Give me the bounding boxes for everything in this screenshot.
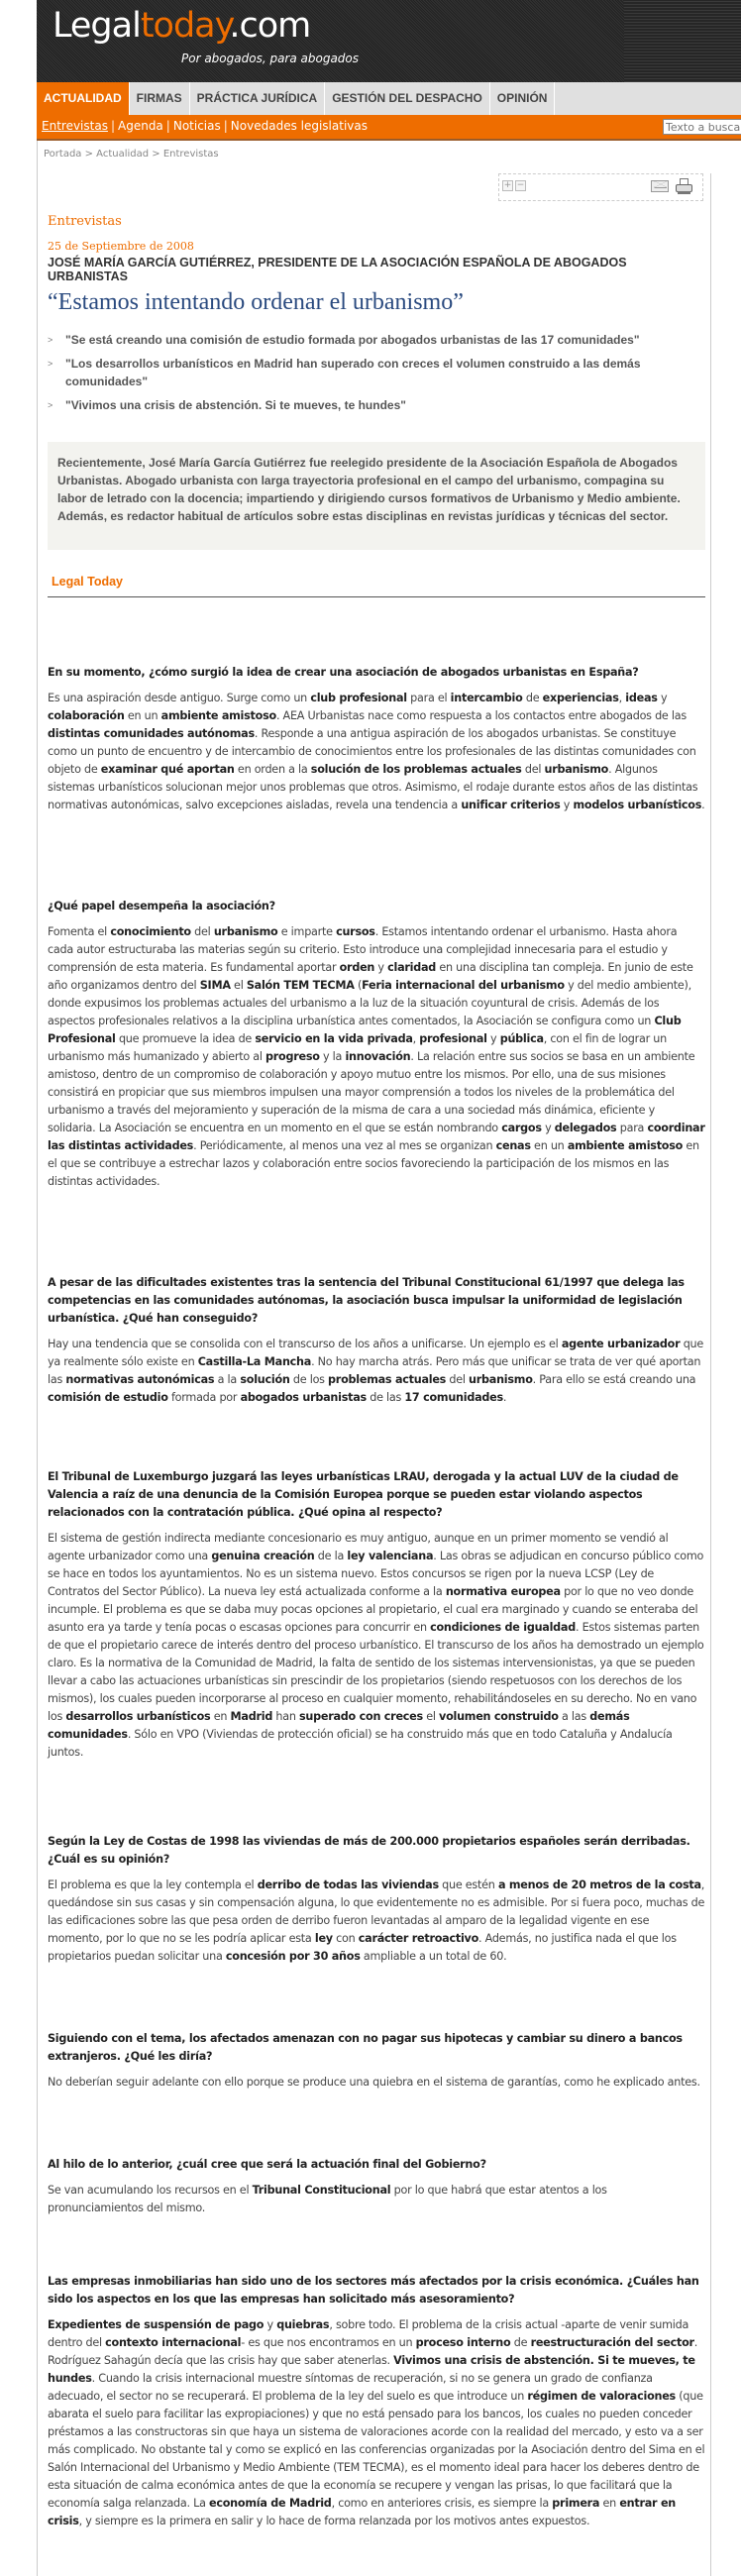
tab-gestion-del-despacho[interactable]: GESTIÓN DEL DESPACHO [325,82,490,115]
answer-emphasis: innovación [345,1050,411,1063]
answer-text: del [446,1373,470,1386]
answer-emphasis: Expedientes de suspensión de pago [48,2318,265,2331]
highlight-item [48,331,701,349]
sub-nav [37,115,741,141]
answer-emphasis: ideas [625,692,658,704]
answer-text: que estén [438,1878,498,1891]
answer-emphasis: cenas [495,1139,531,1152]
answer-text: ampliable a un total de 60. [360,1950,507,1963]
answer-emphasis: urbanismo [469,1373,533,1386]
answer-text: . AEA Urbanistas nace como respuesta a los contactos entre abogados de las [275,709,687,722]
answer-emphasis: carácter retroactivo [358,1932,479,1945]
answer-text: e imparte [277,925,337,938]
print-icon-tray [678,191,690,194]
article-headline: “Estamos intentando ordenar el urbanismo” [48,289,464,315]
question: El Tribunal de Luxemburgo juzgará las leyes urbanísticas LRAU, derogada y la actual LUV de la ciudad de Valencia a raíz de una denuncia de la Comisión Europea porque se pueden estar violando aspectos relacionados con la contratación pública. ¿Qué opina al respecto? [48,1470,679,1519]
question: Siguiendo con el tema, los afectados amenazan con no pagar sus hipotecas y cambiar su dinero a bancos extranjeros. ¿Qué les diría? [48,2032,683,2063]
answer-text: . Estos sistemas parten de que el propietario carece de interés dentro del proceso urbanístico. El transcurso de los años ha demostrado un ejemplo claro. Es la normativa de la Comunidad de Madrid, la falta de sentido de los sistemas intervensionistas, ya que se pueden llevar a cabo las actuaciones urbanísticas sin prescindir de los propietarios (siendo respetuosos con los derechos de los mismos), los cuales pueden incorporarse al proceso en cualquier momento, rehabilitándoseles en su derecho. No en vano los [48,1621,704,1723]
answer-emphasis: problemas actuales [328,1373,447,1386]
answer-text: de la [314,1550,348,1562]
answer-text: , [412,1032,420,1045]
article-summary: Recientemente, José María García Gutiérrez fue reelegido presidente de la Asociación Española de Abogados Urbanistas. Abogado urbanista con larga trayectoria profesional en el campo del urbanismo, compagina su labor de letrado con la docencia; impartiendo y dirigiendo cursos formativos de Urbanismo y Medio ambiente. Además, es redactor habitual de artículos sobre estas disciplinas en revistas jurídicas y técnicas del sector. [48,442,705,550]
answer-emphasis: Feria internacional del urbanismo [362,979,565,992]
print-icon[interactable] [676,178,692,195]
answer-text: y la [319,1050,346,1063]
chevron-right-icon: > [48,335,53,345]
answer-text: en un [530,1139,568,1152]
highlight-text: "Los desarrollos urbanísticos en Madrid han superado con creces el volumen construido a las demás comunidades" [65,357,641,388]
qa-block [48,2273,705,2530]
subnav-link-entrevistas[interactable]: Entrevistas [42,119,108,133]
answer-text: Hay una tendencia que se consolida con el transcurso de los años a unificarse. Un ejemplo es el [48,1338,562,1350]
site-tagline: Por abogados, para abogados [181,52,360,65]
answer-emphasis: proceso interno [415,2336,511,2349]
answer-emphasis: ley valenciana [347,1550,434,1562]
answer-text: que promueve la idea de [115,1032,256,1045]
answer-text: con [332,1932,359,1945]
answer-text: para el [406,692,451,704]
content-divider [710,173,711,2576]
answer-text: en una disciplina tan compleja. En junio de este año organizamos dentro del [48,961,693,992]
answer-text: (que abarata el suelo para facilitar las expropiaciones) y que no está pensado para los bancos, los cuales no pueden conceder préstamos a las constructoras sin que haya un sistema de valoraciones acorde con la realidad del mercado, y esto va a ser más complicado. No obstante tal y como se explicó en las conferencias organizadas por la Asociación dentro del Sima en el Salón Internacional del Urbanismo y Medio Ambiente (TEM TECMA), es el momento ideal para hacer los deberes dentro de esta situación de calma económica antes de que la economía se recupere y vengan las prisas, lo que facilitará que la economía salga relanzada. La [48,2390,705,2510]
answer-emphasis: abogados urbanistas [240,1391,367,1404]
answer [48,1336,705,1407]
subnav-link-agenda[interactable]: Agenda [118,119,163,133]
question: Al hilo de lo anterior, ¿cuál cree que será la actuación final del Gobierno? [48,2158,486,2171]
answer-text: para [616,1122,648,1134]
answer-text: . Además, no justifica nada el que los propietarios puedan solicitar una [48,1932,677,1963]
answer-text: en orden a la [234,763,311,776]
question: En su momento, ¿cómo surgió la idea de crear una asociación de abogados urbanistas en España? [48,666,639,679]
logo-dotcom: .com [229,6,311,46]
answer-emphasis: colaboración [48,709,125,722]
subnav-separator: | [110,119,115,133]
qa-block [48,898,705,1191]
highlight-text: "Vivimos una crisis de abstención. Si te mueves, te hundes" [65,398,406,412]
answer-text: - es que nos encontramos en un [241,2336,416,2349]
answer [48,2182,705,2217]
answer-text: a las [558,1710,590,1723]
subnav-separator: | [165,119,170,133]
answer-text: el [422,1710,440,1723]
answer-text: por lo que habrá que estar atentos a los pronunciamientos del mismo. [48,2184,607,2214]
answer-text: por lo que no veo donde incumple. El problema es que se daba muy pocas opciones al propietario, el cual era marginado y cuando se enteraba del asunto era ya tarde y tenía pocas o escasas opciones para concurrir en [48,1585,698,1634]
answer-emphasis: superado con creces [299,1710,423,1723]
article-date: 25 de Septiembre de 2008 [48,240,194,253]
answer-emphasis: genuina creación [211,1550,315,1562]
article-toolbox [498,173,703,201]
answer-text: , [618,692,626,704]
answer-emphasis: orden [339,961,375,974]
author-divider [48,596,705,597]
answer-text: y [657,692,668,704]
answer-emphasis: quiebras [276,2318,330,2331]
zoom-out-icon[interactable]: − [516,180,525,190]
answer-text: de [510,2336,531,2349]
answer-emphasis: Castilla-La Mancha [197,1355,312,1368]
answer-text: en [210,1710,231,1723]
tab-opinion[interactable]: OPINIÓN [490,82,556,115]
question: A pesar de las dificultades existentes tras la sentencia del Tribunal Constitucional 61/1997 que delega las competencias en las comunidades autónomas, la asociación busca impulsar la uniformidad de legislación urbanística. ¿Qué han conseguido? [48,1276,685,1325]
answer-text: . Responde a una antigua aspiración de los abogados urbanistas. Se constituye como un punto de encuentro y de intercambio de conocimientos entre los profesionales de las distintas comunidades con objeto de [48,727,696,776]
highlight-item [48,396,701,414]
answer-emphasis: a menos de 20 metros de la costa [497,1878,701,1891]
answer-text: El sistema de gestión indirecta mediante concesionario es muy antiguo, aunque en un primer momento se vendió al agente urbanizador como una [48,1532,669,1562]
chevron-right-icon: > [48,400,53,410]
answer-text: . Las obras se adjudican en concurso público como se hace en todos los ayuntamientos. No es un sistema nuevo. Estos concursos se rigen por la nueva LCSP (Ley de Contratos del Sector Público). La nueva ley está actualizada conforme a la [48,1550,704,1598]
answer-text: del [190,925,214,938]
answer-text: ( [354,979,363,992]
answer-text: . Algunos sistemas urbanísticos solucionan mejor unos problemas que otros. Asimismo, el rodaje durante estos años de las distintas normativas autonómicas, salvo excepciones aisladas, revela una tendencia a [48,763,698,811]
answer-text: . Sólo en VPO (Viviendas de protección oficial) se ha construido más que en todo Cataluña y Andalucía juntos. [48,1728,673,1759]
answer-emphasis: coordinar las distintas actividades [48,1122,705,1152]
answer-emphasis: comisión de estudio [48,1391,168,1404]
answer-emphasis: concesión por 30 años [225,1950,361,1963]
answer-emphasis: delegados [554,1122,617,1134]
answer-emphasis: distintas comunidades autónomas [48,727,255,740]
answer-emphasis: condiciones de igualdad [430,1621,576,1634]
answer-emphasis: Club Profesional [48,1015,682,1045]
answer-text: Se van acumulando los recursos en el [48,2184,253,2197]
answer-text: y [264,2318,277,2331]
answer-emphasis: Madrid [230,1710,273,1723]
answer-emphasis: conocimiento [110,925,191,938]
answer-emphasis: pública [499,1032,544,1045]
tab-practica-juridica[interactable]: PRÁCTICA JURÍDICA [190,82,326,115]
answer [48,690,705,814]
breadcrumb[interactable]: Portada > Actualidad > Entrevistas [44,149,219,160]
answer-emphasis: profesional [419,1032,487,1045]
answer-emphasis: cursos [336,925,375,938]
highlight-text: "Se está creando una comisión de estudio formada por abogados urbanistas de las 17 comunidades" [65,333,640,347]
answer-text: , quedándose sin sus casas y sin compensación alguna, lo que evidentemente no es admisible. Por si fuera poco, muchas de las edificaciones sobre las que pesa orden de derribo fueron levantadas al amparo de la legalidad vigente en ese momento, por lo que no se les podría aplicar esta [48,1878,705,1945]
answer-emphasis: club profesional [310,692,407,704]
header-pattern [624,0,741,82]
subnav-separator: | [223,119,228,133]
tab-actualidad[interactable]: ACTUALIDAD [37,82,130,115]
qa-block [48,2030,705,2092]
answer-text: . [701,799,705,811]
site-logo[interactable] [53,6,310,46]
interviewee: JOSÉ MARÍA GARCÍA GUTIÉRREZ, PRESIDENTE DE LA ASOCIACIÓN ESPAÑOLA DE ABOGADOS URBANISTAS [48,256,627,283]
answer [48,1530,705,1762]
answer-text: , con el fin de lograr un urbanismo más humanizado y abierto al [48,1032,667,1063]
answer-emphasis: volumen construido [439,1710,559,1723]
answer-text: Fomenta el [48,925,111,938]
answer-emphasis: economía de Madrid [209,2497,332,2510]
answer-emphasis: unificar criterios [461,799,561,811]
answer-emphasis: normativas autonómicas [65,1373,215,1386]
answer-emphasis: reestructuración del sector [530,2336,694,2349]
answer-text: y del medio ambiente), donde expusimos los problemas actuales del urbanismo a la luz de la situación coyuntural de crisis. Además de los aspectos profesionales relativos a la disciplina urbanística antes comentados, la Asociación se configura como un [48,979,691,1027]
highlights-list [48,331,701,420]
answer-emphasis: régimen de valoraciones [527,2390,676,2403]
answer-emphasis: ley [314,1932,333,1945]
answer-text: . Estamos intentando ordenar el urbanismo. Hasta ahora cada autor estructuraba las materias según su criterio. Esto introduce una complejidad innecesaria para el estudio y comprensión de esta materia. Es fundamental aportar [48,925,678,974]
subnav-link-noticias[interactable]: Noticias [172,119,221,133]
answer-text: del [521,763,545,776]
answer-emphasis: Tribunal Constitucional [252,2184,391,2197]
qa-block [48,1833,705,1966]
answer-emphasis: entrar en crisis [48,2497,676,2527]
answer-emphasis: solución de los problemas actuales [310,763,522,776]
answer-text: . No hay marcha atrás. Pero más que unificar se trata de ver qué aportan las [48,1355,701,1386]
answer-text: . Cuando la crisis internacional muestre síntomas de recuperación, si no se genera un grado de confianza adecuado, el sector no se recuperará. El problema de la ley del suelo es que introduce un [48,2372,653,2403]
answer [48,923,705,1191]
qa-block [48,664,705,814]
answer [48,2316,705,2530]
answer-text: Es una aspiración desde antiguo. Surge como un [48,692,311,704]
answer-emphasis: agente urbanizador [561,1338,681,1350]
question: Según la Ley de Costas de 1998 las viviendas de más de 200.000 propietarios españoles serán derribadas. ¿Cuál es su opinión? [48,1835,690,1866]
answer-text: y [560,799,574,811]
answer-emphasis: claridad [387,961,437,974]
answer-emphasis: demás comunidades [48,1710,630,1741]
search-input[interactable] [663,119,741,135]
answer-text: formada por [167,1391,241,1404]
answer-text: han [272,1710,299,1723]
logo-legal: Legal [53,6,141,46]
answer-emphasis: 17 comunidades [404,1391,503,1404]
answer-text: El problema es que la ley contempla el [48,1878,258,1891]
answer-emphasis: servicio en la vida privada [255,1032,413,1045]
answer-emphasis: ambiente amistoso [567,1139,684,1152]
answer-text: . La relación entre sus socios se basa en un ambiente amistoso, dentro de un compromiso de colaboración y apoyo mutuo entre los mismos. Por ello, una de sus misiones consistirá en propiciar que sus miembros impulsen una mayor comprensión a todos los niveles de la problemática del urbanismo a través del mejoramiento y superación de la misma de cara a una sociedad más dinámica, eficiente y solidaria. La Asociación se encuentra en un momento en el que se están nombrando [48,1050,695,1134]
qa-block [48,1274,705,1407]
zoom-in-icon[interactable]: + [503,180,512,190]
answer-emphasis: Salón TEM TECMA [246,979,355,992]
answer-text: que ya realmente sólo existe en [48,1338,704,1368]
main-nav [37,82,741,115]
answer-text: y [374,961,388,974]
answer-emphasis: Vivimos una crisis de abstención. Si te mueves, te hundes [48,2354,695,2385]
question: Las empresas inmobiliarias han sido uno de los sectores más afectados por la crisis económica. ¿Cuáles han sido los aspectos en los que las empresas han solicitado más asesoramiento? [48,2275,699,2306]
answer-text: . Periódicamente, al menos una vez al mes se organizan [193,1139,496,1152]
answer-emphasis: solución [240,1373,290,1386]
answer-emphasis: ambiente amistoso [160,709,276,722]
answer-emphasis: desarrollos urbanísticos [65,1710,211,1723]
answer-text: el [230,979,247,992]
qa-block [48,1468,705,1762]
answer-emphasis: urbanismo [213,925,278,938]
answer-emphasis: examinar qué aportan [100,763,235,776]
answer-text: . Rodríguez Sahagún decía que las crisis hay que saber atenerlas. [48,2336,698,2367]
qa-block [48,2156,705,2217]
subnav-link-novedades-legislativas[interactable]: Novedades legislativas [230,119,368,133]
answer-emphasis: normativa europea [445,1585,561,1598]
answer-text: a la [214,1373,241,1386]
answer-emphasis: urbanismo [544,763,609,776]
answer-text: . Para ello se está creando una [532,1373,696,1386]
answer-emphasis: primera [552,2497,600,2510]
answer-text: , sobre todo. El problema de la crisis actual -aparte de venir sumida dentro del [48,2318,689,2349]
answer-text: No deberían seguir adelante con ello porque se produce una quiebra en el sistema de garantías, como he explicado antes. [48,2076,700,2089]
answer-text: , como en anteriores crisis, es siempre la [331,2497,553,2510]
answer-emphasis: cargos [501,1122,542,1134]
logo-today: today [140,6,230,46]
answer-emphasis: progreso [265,1050,320,1063]
tab-firmas[interactable]: FIRMAS [130,82,190,115]
answer-emphasis: intercambio [450,692,523,704]
section-label: Entrevistas [48,214,122,229]
article-author: Legal Today [52,575,124,589]
answer-text: en un [124,709,161,722]
answer-emphasis: contexto internacional [105,2336,242,2349]
answer-emphasis: SIMA [199,979,231,992]
answer-text: de los [289,1373,329,1386]
answer-emphasis: modelos urbanísticos [573,799,702,811]
site-header [37,0,741,82]
highlight-item [48,355,701,390]
answer-text: de las [366,1391,405,1404]
answer-emphasis: derribo de todas las viviendas [257,1878,439,1891]
answer-text: y [486,1032,500,1045]
answer-text: de [522,692,543,704]
answer-text: en [599,2497,620,2510]
chevron-right-icon: > [48,359,53,369]
answer-emphasis: experiencias [542,692,619,704]
send-mail-icon[interactable] [651,180,669,192]
answer-text: . [502,1391,507,1404]
answer-text: , y siempre es la primera en salir y lo hace de forma relanzada por los motivos antes expuestos. [78,2515,590,2527]
answer-text: en el que se contribuye a estrechar lazos y colaboración entre socios favoreciendo la participación de los mismos en las distintas actividades. [48,1139,699,1188]
question: ¿Qué papel desempeña la asociación? [48,900,275,912]
answer [48,1877,705,1966]
answer [48,2074,705,2092]
answer-text: y [541,1122,555,1134]
